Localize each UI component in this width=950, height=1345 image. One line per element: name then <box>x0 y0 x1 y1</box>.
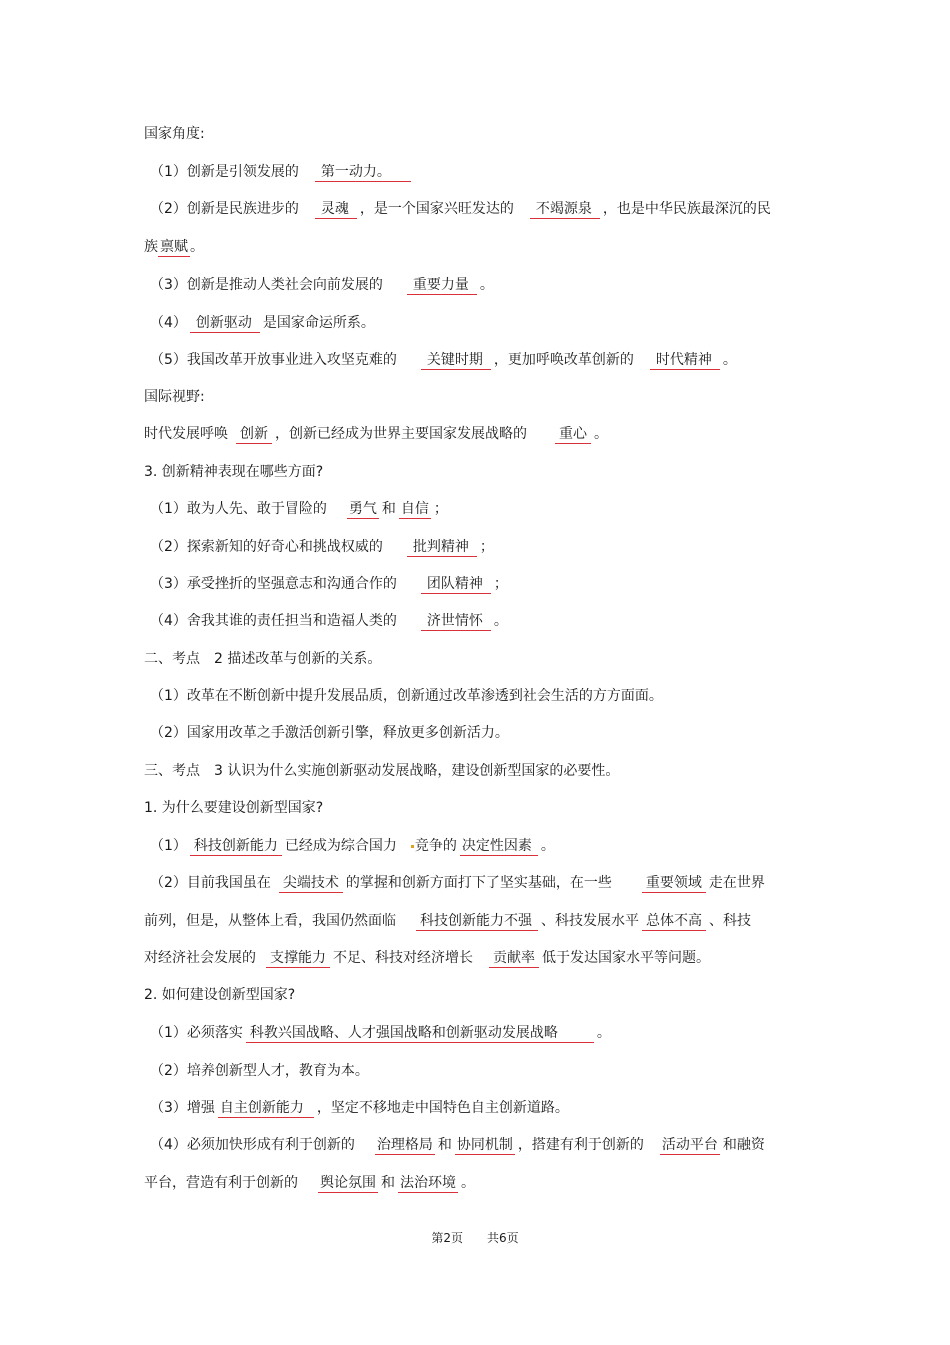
answer-blank: 重要力量 <box>407 276 477 295</box>
paragraph-line <box>150 275 494 295</box>
paragraph-line <box>144 1173 475 1193</box>
paragraph-line <box>150 836 555 856</box>
paragraph-line <box>150 1061 369 1081</box>
text: 和 <box>437 1137 452 1153</box>
text: （1） <box>150 838 187 854</box>
text: 、科技 <box>709 913 751 929</box>
text: 走在世界 <box>708 875 765 891</box>
text: 低于发达国家水平等问题。 <box>542 950 710 966</box>
paragraph-line <box>144 948 710 968</box>
text: 3. 创新精神表现在哪些方面? <box>144 464 324 480</box>
text: （4）舍我其谁的责任担当和造福人类的 <box>150 613 397 629</box>
text: 。 <box>722 352 737 368</box>
answer-blank: 科技创新能力不强 <box>416 912 538 931</box>
paragraph-line <box>150 199 771 219</box>
answer-blank: 勇气 <box>348 501 377 517</box>
paragraph-line <box>144 237 204 257</box>
text: 前列，但是，从整体上看，我国仍然面临 <box>144 913 396 929</box>
answer-blank: 活动平台 <box>661 1137 718 1153</box>
text: （1）创新是引领发展的 <box>150 164 299 180</box>
paragraph-line <box>144 911 751 931</box>
answer-blank: 总体不高 <box>642 912 706 931</box>
answer-blank: 协同机制 <box>456 1137 513 1153</box>
text: 对经济社会发展的 <box>144 950 256 966</box>
text: 2. 如何建设创新型国家? <box>144 987 296 1003</box>
answer-blank: 创新驱动 <box>190 314 260 333</box>
text: 。 <box>461 1175 475 1191</box>
text: 竞争的 <box>414 838 457 854</box>
text: 。 <box>479 277 494 293</box>
answer-blank: 贡献率 <box>489 949 539 968</box>
paragraph-line <box>150 611 508 631</box>
paragraph-line <box>150 1135 765 1155</box>
answer-blank: 创新 <box>236 425 272 444</box>
text: 三、考点 3 认识为什么实施创新驱动发展战略，建设创新型国家的必要性。 <box>144 763 620 779</box>
text: 国际视野: <box>144 389 205 405</box>
answer-blank: 法治环境 <box>400 1175 456 1191</box>
paragraph-line <box>144 424 608 444</box>
paragraph-line <box>150 350 737 370</box>
text: （3）增强 <box>150 1100 215 1116</box>
answer-blank: 支撑能力 <box>266 949 330 968</box>
text: 。 <box>594 426 608 442</box>
page-number: 第2页 <box>431 1231 463 1245</box>
text: ，也是中华民族最深沉的民 <box>602 201 771 217</box>
answer-blank: 舆论氛围 <box>320 1175 376 1191</box>
answer-blank: 重心 <box>555 425 591 444</box>
text: 族 <box>144 239 158 255</box>
answer-blank: 济世情怀 <box>421 612 491 631</box>
text: 和 <box>381 1175 395 1191</box>
answer-blank: 团队精神 <box>421 575 491 594</box>
text: 。 <box>190 239 204 255</box>
text: 不足、科技对经济增长 <box>333 950 473 966</box>
answer-blank: 治理格局 <box>376 1137 433 1153</box>
marker-dot <box>411 845 414 848</box>
answer-blank: 自信 <box>400 501 429 517</box>
text: （1）必须落实 <box>150 1025 243 1041</box>
text: （2）培养创新型人才，教育为本。 <box>150 1063 369 1079</box>
paragraph-line <box>150 499 448 519</box>
text: ，创新已经成为世界主要国家发展战略的 <box>275 426 527 442</box>
answer-blank: 不竭源泉 <box>530 200 600 219</box>
text: 、科技发展水平 <box>541 913 639 929</box>
text: ； <box>479 539 494 555</box>
section-heading-international <box>144 387 205 407</box>
answer-blank: 第一动力。 <box>315 163 411 182</box>
question-heading <box>144 985 295 1005</box>
text: （2）国家用改革之手激活创新引擎，释放更多创新活力。 <box>150 725 509 741</box>
text: （2）目前我国虽在 <box>150 875 271 891</box>
text: （1）改革在不断创新中提升发展品质，创新通过改革渗透到社会生活的方方面面。 <box>150 688 663 704</box>
text: （4） <box>150 315 187 331</box>
text: （5）我国改革开放事业进入攻坚克难的 <box>150 352 397 368</box>
text: 平台，营造有利于创新的 <box>144 1175 298 1191</box>
answer-blank: 尖端技术 <box>279 874 343 893</box>
text: （2）创新是民族进步的 <box>150 201 299 217</box>
text: （3）承受挫折的坚强意志和沟通合作的 <box>150 576 397 592</box>
answer-blank: 灵魂 <box>315 200 357 219</box>
answer-blank: 时代精神 <box>650 351 720 370</box>
paragraph-line <box>150 537 494 557</box>
paragraph-line <box>150 723 509 743</box>
answer-blank: 科技创新能力 <box>190 837 282 856</box>
paragraph-line <box>150 873 765 893</box>
question-heading <box>144 798 323 818</box>
text: ，是一个国家兴旺发达的 <box>359 201 514 217</box>
paragraph-line <box>150 574 508 594</box>
section-heading-national <box>144 124 205 144</box>
question-heading <box>144 462 323 482</box>
answer-blank: 批判精神 <box>407 538 477 557</box>
page-total: 共6页 <box>487 1231 519 1245</box>
answer-blank: 决定性因素 <box>460 837 538 856</box>
section-heading-3 <box>144 761 619 781</box>
text: 。 <box>493 613 508 629</box>
page-footer <box>0 1229 950 1246</box>
text: 国家角度: <box>144 126 205 142</box>
paragraph-line <box>150 313 375 333</box>
text: 。 <box>596 1025 611 1041</box>
paragraph-line <box>150 686 663 706</box>
answer-blank: 重要领域 <box>642 874 706 893</box>
text: ； <box>433 501 448 517</box>
text: 时代发展呼唤 <box>144 426 228 442</box>
answer-blank: 禀赋 <box>160 239 188 255</box>
text: ，坚定不移地走中国特色自主创新道路。 <box>316 1100 569 1116</box>
text: 已经成为综合国力 <box>284 838 397 854</box>
text: 是国家命运所系。 <box>262 315 375 331</box>
text: 1. 为什么要建设创新型国家? <box>144 800 324 816</box>
text: 的掌握和创新方面打下了坚实基础，在一些 <box>345 875 612 891</box>
text: 。 <box>540 838 555 854</box>
paragraph-line <box>150 1098 569 1118</box>
paragraph-line <box>150 162 414 182</box>
text: ； <box>493 576 508 592</box>
text: （2）探索新知的好奇心和挑战权威的 <box>150 539 383 555</box>
text: ，更加呼唤改革创新的 <box>493 352 634 368</box>
paragraph-line <box>150 1023 611 1043</box>
text: （4）必须加快形成有利于创新的 <box>150 1137 355 1153</box>
answer-blank: 科教兴国战略、人才强国战略和创新驱动发展战略 <box>246 1024 594 1043</box>
text: ，搭建有利于创新的 <box>517 1137 644 1153</box>
text: 二、考点 2 描述改革与创新的关系。 <box>144 651 382 667</box>
text: 和融资 <box>722 1137 765 1153</box>
text: 和 <box>381 501 396 517</box>
text: （3）创新是推动人类社会向前发展的 <box>150 277 383 293</box>
answer-blank: 关键时期 <box>421 351 491 370</box>
answer-blank: 自主创新能力 <box>218 1099 314 1118</box>
section-heading-2 <box>144 649 381 669</box>
text: （1）敢为人先、敢于冒险的 <box>150 501 327 517</box>
